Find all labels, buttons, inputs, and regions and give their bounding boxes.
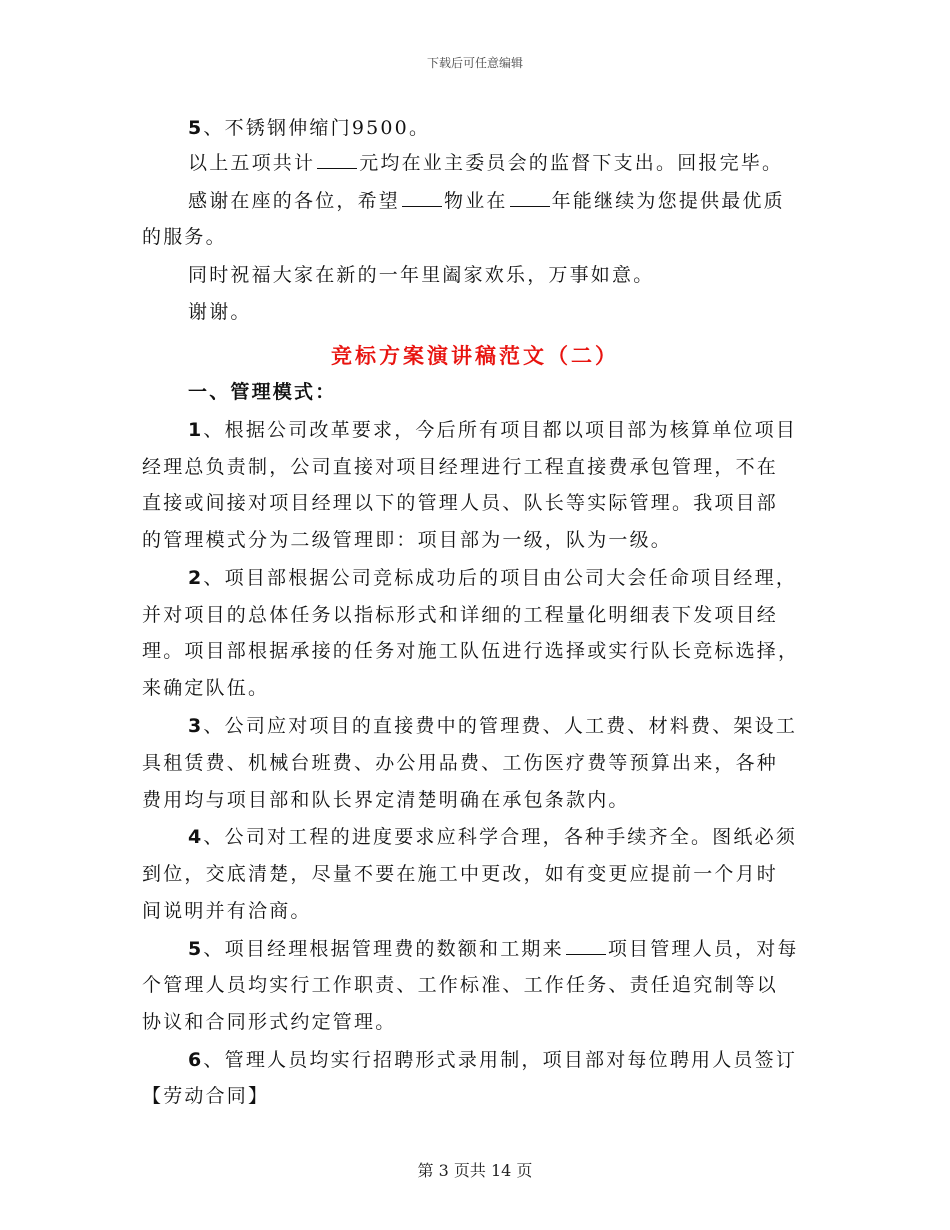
fill-blank bbox=[566, 938, 606, 955]
p1-line3: 直接或间接对项目经理以下的管理人员、队长等实际管理。我项目部 bbox=[142, 492, 779, 514]
p2-line3: 理。项目部根据承接的任务对施工队伍进行选择或实行队长竞标选择， bbox=[142, 640, 800, 662]
fill-blank bbox=[510, 190, 550, 207]
p1-line2: 经理总负责制，公司直接对项目经理进行工程直接费承包管理，不在 bbox=[142, 456, 779, 478]
p4-line2: 到位，交底清楚，尽量不要在施工中更改，如有变更应提前一个月时 bbox=[142, 863, 779, 885]
text-segment: 物业在 bbox=[444, 190, 508, 212]
p3-line1 bbox=[188, 714, 797, 738]
intro-total bbox=[188, 151, 783, 175]
page-footer: 第 3 页共 14 页 bbox=[417, 1161, 533, 1180]
p3-line3: 费用均与项目部和队长界定清楚明确在承包条款内。 bbox=[142, 789, 630, 811]
item-text: 、不锈钢伸缩门9500。 bbox=[203, 117, 431, 139]
p1-line1 bbox=[188, 418, 797, 442]
text-segment: 、项目经理根据管理费的数额和工期来 bbox=[203, 938, 564, 960]
p5-line2: 个管理人员均实行工作职责、工作标准、工作任务、责任追究制等以 bbox=[142, 974, 779, 996]
intro-thanks bbox=[188, 189, 785, 213]
text-segment: 、根据公司改革要求，今后所有项目都以项目部为核算单位项目 bbox=[203, 419, 798, 441]
intro-thanks-cont: 的服务。 bbox=[142, 226, 227, 248]
intro-item5 bbox=[188, 116, 430, 140]
fill-blank bbox=[317, 152, 357, 169]
p6-line1 bbox=[188, 1048, 797, 1072]
p3-line2: 具租赁费、机械台班费、办公用品费、工伤医疗费等预算出来，各种 bbox=[142, 752, 779, 774]
text-segment: 项目管理人员，对每 bbox=[607, 938, 799, 960]
p2-line4: 来确定队伍。 bbox=[142, 677, 270, 699]
item-number: 1 bbox=[188, 419, 204, 441]
p5-line3: 协议和合同形式约定管理。 bbox=[142, 1011, 397, 1033]
item-number: 4 bbox=[188, 826, 204, 848]
page-header: 下载后可任意编辑 bbox=[426, 56, 523, 70]
p2-line1 bbox=[188, 566, 797, 590]
text-segment: 、项目部根据公司竞标成功后的项目由公司大会任命项目经理， bbox=[203, 567, 798, 589]
item-number: 5 bbox=[188, 938, 204, 960]
p4-line3: 间说明并有洽商。 bbox=[142, 900, 312, 922]
text-segment: 、公司对工程的进度要求应科学合理，各种手续齐全。图纸必须 bbox=[203, 826, 798, 848]
text-segment: 、公司应对项目的直接费中的管理费、人工费、材料费、架设工 bbox=[203, 715, 798, 737]
intro-wish: 同时祝福大家在新的一年里阖家欢乐，万事如意。 bbox=[188, 264, 655, 286]
text-segment: 、管理人员均实行招聘形式录用制，项目部对每位聘用人员签订 bbox=[203, 1049, 798, 1071]
text-segment: 以上五项共计 bbox=[188, 152, 316, 174]
item-number: 5 bbox=[188, 117, 204, 139]
p6-line2: 【劳动合同】 bbox=[142, 1085, 270, 1107]
item-number: 2 bbox=[188, 567, 204, 589]
section-title: 竞标方案演讲稿范文（二） bbox=[331, 344, 619, 368]
fill-blank bbox=[402, 190, 442, 207]
intro-bye: 谢谢。 bbox=[188, 301, 252, 323]
p2-line2: 并对项目的总体任务以指标形式和详细的工程量化明细表下发项目经 bbox=[142, 604, 779, 626]
text-segment: 感谢在座的各位，希望 bbox=[188, 190, 401, 212]
item-number: 6 bbox=[188, 1049, 204, 1071]
p1-line4: 的管理模式分为二级管理即：项目部为一级，队为一级。 bbox=[142, 529, 673, 551]
p5-line1 bbox=[188, 937, 799, 961]
text-segment: 年能继续为您提供最优质 bbox=[551, 190, 785, 212]
p4-line1 bbox=[188, 825, 797, 849]
text-segment: 元均在业主委员会的监督下支出。回报完毕。 bbox=[359, 152, 784, 174]
section-heading: 一、管理模式： bbox=[188, 381, 337, 403]
item-number: 3 bbox=[188, 715, 204, 737]
